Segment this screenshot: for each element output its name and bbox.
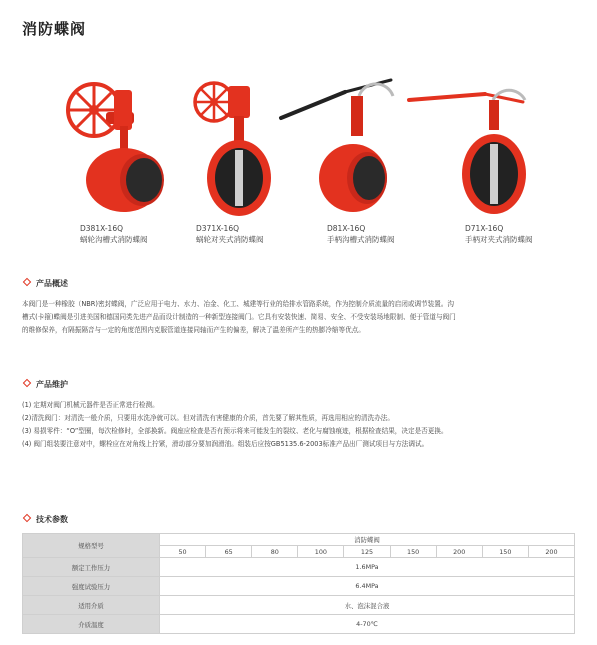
overview-line: 的维修保养，有隔振隔音与一定的角度范围内克服管道连接同轴而产生的偏差，解决了温差所产生的热膨冷缩等优点。 bbox=[22, 326, 365, 334]
diamond-bullet-icon bbox=[23, 278, 31, 286]
maintenance-line: (2)清洗阀门：对清洗一般介质，只要用水洗净就可以。但对清洗有害健康的介质，首先要了解其性质，再选用相应的清洗办法。 bbox=[22, 414, 394, 422]
size-cell: 200 bbox=[436, 546, 482, 558]
size-cell: 50 bbox=[160, 546, 206, 558]
size-cell: 150 bbox=[390, 546, 436, 558]
table-row bbox=[23, 596, 575, 615]
param-label-cell: 介质温度 bbox=[23, 615, 160, 634]
param-value-cell: 4-70℃ bbox=[160, 615, 575, 634]
product-name-cell: 消防蝶阀 bbox=[160, 534, 575, 546]
maintenance-heading: 产品维护 bbox=[22, 379, 68, 390]
maintenance-text bbox=[22, 399, 578, 451]
product-card[interactable] bbox=[405, 70, 545, 250]
maintenance-line: (4) 阀门组装要注意对中，螺栓应在对角线上拧紧，滑动部分要加润滑油。组装后应按GB5135.6-2003标准产品出厂测试项目与方法调试。 bbox=[22, 440, 429, 448]
product-card[interactable] bbox=[275, 70, 415, 250]
table-row bbox=[23, 615, 575, 634]
param-label-cell: 强度试验压力 bbox=[23, 577, 160, 596]
model-label-cell: 规格型号 bbox=[23, 534, 160, 558]
table-row bbox=[23, 558, 575, 577]
handle-grooved-butterfly-valve-icon bbox=[275, 70, 405, 220]
product-name: 手柄对夹式消防蝶阀 bbox=[465, 235, 533, 244]
product-model: D381X-16Q bbox=[80, 224, 124, 233]
product-model: D71X-16Q bbox=[465, 224, 504, 233]
table-row bbox=[23, 577, 575, 596]
diamond-bullet-icon bbox=[23, 379, 31, 387]
overview-line: 槽式(卡箍)蝶阀是引进美国和德国同类先进产品而设计制造的一种新型连接阀门。它具有安装快速、简易、安全、不受安装场地限制、便于管道与阀门 bbox=[22, 313, 456, 321]
product-name: 蜗轮沟槽式消防蝶阀 bbox=[80, 235, 148, 244]
param-value-cell: 1.6MPa bbox=[160, 558, 575, 577]
spec-table bbox=[22, 533, 575, 634]
table-row bbox=[23, 534, 575, 546]
size-cell: 125 bbox=[344, 546, 390, 558]
product-name: 手柄沟槽式消防蝶阀 bbox=[327, 235, 395, 244]
maintenance-line: (3) 易损零件：“O”型圈，每次检修时，全部换新。阀座应检查是否有预示将来可能发生的裂纹、老化与腐蚀痕迹，根据检查结果，决定是否更换。 bbox=[22, 427, 448, 435]
overview-text bbox=[22, 298, 578, 337]
size-cell: 150 bbox=[482, 546, 528, 558]
product-model: D81X-16Q bbox=[327, 224, 366, 233]
worm-gear-grooved-butterfly-valve-icon bbox=[62, 70, 182, 220]
size-cell: 100 bbox=[298, 546, 344, 558]
product-card[interactable] bbox=[62, 70, 202, 250]
overview-line: 本阀门是一种橡胶（NBR)密封蝶阀，广泛应用于电力、水力、冶金、化工、城建等行业的给排水管路系统，作为控制介质流量的启闭或调节装置。沟 bbox=[22, 300, 455, 308]
param-value-cell: 6.4MPa bbox=[160, 577, 575, 596]
handle-wafer-butterfly-valve-icon bbox=[405, 70, 545, 220]
product-model: D371X-16Q bbox=[196, 224, 240, 233]
param-value-cell: 水、泡沫混合液 bbox=[160, 596, 575, 615]
size-cell: 65 bbox=[206, 546, 252, 558]
size-cell: 200 bbox=[528, 546, 574, 558]
size-cell: 80 bbox=[252, 546, 298, 558]
maintenance-line: (1) 定期对阀门机械元器件是否正常进行检测。 bbox=[22, 401, 159, 409]
param-label-cell: 额定工作压力 bbox=[23, 558, 160, 577]
product-name: 蜗轮对夹式消防蝶阀 bbox=[196, 235, 264, 244]
diamond-bullet-icon bbox=[23, 514, 31, 522]
specs-heading: 技术参数 bbox=[22, 514, 68, 525]
overview-heading: 产品概述 bbox=[22, 278, 68, 289]
param-label-cell: 适用介质 bbox=[23, 596, 160, 615]
page-title: 消防蝶阀 bbox=[22, 20, 87, 38]
product-gallery bbox=[0, 70, 597, 250]
